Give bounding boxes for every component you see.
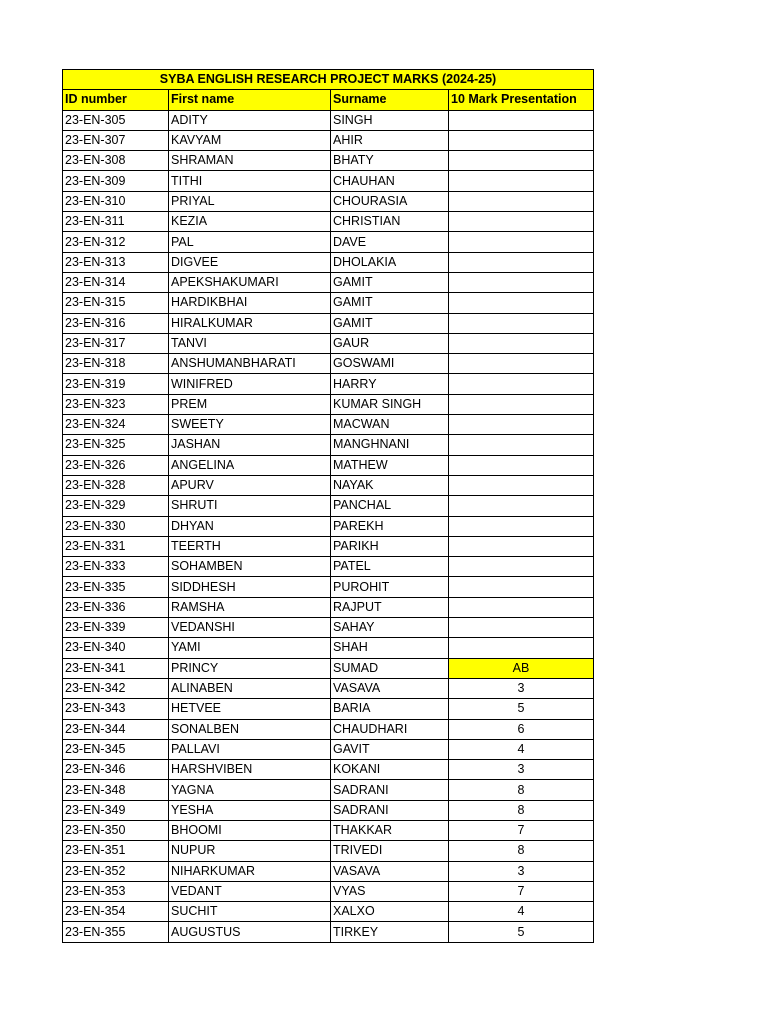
mark-cell — [449, 597, 594, 617]
first-name-cell: SUCHIT — [169, 902, 331, 922]
table-row — [63, 719, 594, 739]
surname-cell: PUROHIT — [331, 577, 449, 597]
mark-cell — [449, 110, 594, 130]
id-cell: 23-EN-312 — [63, 232, 169, 252]
mark-cell — [449, 415, 594, 435]
mark-cell: 7 — [449, 881, 594, 901]
id-cell: 23-EN-351 — [63, 841, 169, 861]
mark-cell — [449, 171, 594, 191]
mark-cell: 7 — [449, 820, 594, 840]
first-name-cell: SOHAMBEN — [169, 557, 331, 577]
id-cell: 23-EN-308 — [63, 151, 169, 171]
mark-cell — [449, 638, 594, 658]
header-surname: Surname — [331, 90, 449, 110]
surname-cell: MATHEW — [331, 455, 449, 475]
table-row — [63, 333, 594, 353]
mark-cell — [449, 130, 594, 150]
id-cell: 23-EN-344 — [63, 719, 169, 739]
surname-cell: DAVE — [331, 232, 449, 252]
id-cell: 23-EN-336 — [63, 597, 169, 617]
mark-cell — [449, 272, 594, 292]
table-row — [63, 272, 594, 292]
table-row — [63, 171, 594, 191]
first-name-cell: PAL — [169, 232, 331, 252]
id-cell: 23-EN-317 — [63, 333, 169, 353]
mark-cell — [449, 232, 594, 252]
surname-cell: SADRANI — [331, 780, 449, 800]
table-row — [63, 597, 594, 617]
mark-cell — [449, 354, 594, 374]
id-cell: 23-EN-342 — [63, 678, 169, 698]
first-name-cell: VEDANT — [169, 881, 331, 901]
first-name-cell: DIGVEE — [169, 252, 331, 272]
id-cell: 23-EN-305 — [63, 110, 169, 130]
id-cell: 23-EN-314 — [63, 272, 169, 292]
first-name-cell: APEKSHAKUMARI — [169, 272, 331, 292]
marks-table — [62, 69, 594, 943]
table-row — [63, 760, 594, 780]
mark-cell — [449, 435, 594, 455]
first-name-cell: RAMSHA — [169, 597, 331, 617]
id-cell: 23-EN-331 — [63, 536, 169, 556]
table-row — [63, 536, 594, 556]
id-cell: 23-EN-355 — [63, 922, 169, 942]
table-row — [63, 658, 594, 678]
first-name-cell: PREM — [169, 394, 331, 414]
surname-cell: RAJPUT — [331, 597, 449, 617]
table-row — [63, 212, 594, 232]
table-row — [63, 374, 594, 394]
id-cell: 23-EN-335 — [63, 577, 169, 597]
id-cell: 23-EN-345 — [63, 739, 169, 759]
table-row — [63, 739, 594, 759]
table-row — [63, 354, 594, 374]
first-name-cell: ANGELINA — [169, 455, 331, 475]
mark-cell — [449, 212, 594, 232]
surname-cell: VYAS — [331, 881, 449, 901]
surname-cell: THAKKAR — [331, 820, 449, 840]
first-name-cell: ANSHUMANBHARATI — [169, 354, 331, 374]
mark-cell: 6 — [449, 719, 594, 739]
first-name-cell: NUPUR — [169, 841, 331, 861]
id-cell: 23-EN-349 — [63, 800, 169, 820]
id-cell: 23-EN-316 — [63, 313, 169, 333]
surname-cell: TIRKEY — [331, 922, 449, 942]
table-row — [63, 455, 594, 475]
id-cell: 23-EN-313 — [63, 252, 169, 272]
surname-cell: GOSWAMI — [331, 354, 449, 374]
surname-cell: SUMAD — [331, 658, 449, 678]
surname-cell: AHIR — [331, 130, 449, 150]
mark-cell — [449, 293, 594, 313]
table-row — [63, 800, 594, 820]
header-row — [63, 90, 594, 110]
mark-cell — [449, 618, 594, 638]
surname-cell: BHATY — [331, 151, 449, 171]
table-row — [63, 130, 594, 150]
surname-cell: SAHAY — [331, 618, 449, 638]
id-cell: 23-EN-328 — [63, 475, 169, 495]
id-cell: 23-EN-309 — [63, 171, 169, 191]
header-presentation-mark: 10 Mark Presentation — [449, 90, 594, 110]
surname-cell: VASAVA — [331, 861, 449, 881]
surname-cell: SADRANI — [331, 800, 449, 820]
surname-cell: MANGHNANI — [331, 435, 449, 455]
mark-cell: 8 — [449, 780, 594, 800]
surname-cell: SINGH — [331, 110, 449, 130]
first-name-cell: VEDANSHI — [169, 618, 331, 638]
sheet-title: SYBA ENGLISH RESEARCH PROJECT MARKS (2024-25) — [63, 70, 594, 90]
mark-cell: 4 — [449, 902, 594, 922]
first-name-cell: YAGNA — [169, 780, 331, 800]
first-name-cell: AUGUSTUS — [169, 922, 331, 942]
table-row — [63, 516, 594, 536]
id-cell: 23-EN-323 — [63, 394, 169, 414]
table-row — [63, 820, 594, 840]
surname-cell: SHAH — [331, 638, 449, 658]
mark-cell — [449, 536, 594, 556]
id-cell: 23-EN-350 — [63, 820, 169, 840]
id-cell: 23-EN-343 — [63, 699, 169, 719]
surname-cell: GAMIT — [331, 272, 449, 292]
first-name-cell: HIRALKUMAR — [169, 313, 331, 333]
header-first-name: First name — [169, 90, 331, 110]
id-cell: 23-EN-318 — [63, 354, 169, 374]
first-name-cell: SHRUTI — [169, 496, 331, 516]
mark-cell — [449, 516, 594, 536]
table-row — [63, 435, 594, 455]
id-cell: 23-EN-315 — [63, 293, 169, 313]
surname-cell: TRIVEDI — [331, 841, 449, 861]
first-name-cell: KEZIA — [169, 212, 331, 232]
id-cell: 23-EN-330 — [63, 516, 169, 536]
surname-cell: KUMAR SINGH — [331, 394, 449, 414]
mark-cell: AB — [449, 658, 594, 678]
first-name-cell: ADITY — [169, 110, 331, 130]
first-name-cell: KAVYAM — [169, 130, 331, 150]
mark-cell — [449, 252, 594, 272]
id-cell: 23-EN-341 — [63, 658, 169, 678]
first-name-cell: NIHARKUMAR — [169, 861, 331, 881]
surname-cell: PATEL — [331, 557, 449, 577]
surname-cell: DHOLAKIA — [331, 252, 449, 272]
first-name-cell: PRINCY — [169, 658, 331, 678]
surname-cell: CHAUHAN — [331, 171, 449, 191]
first-name-cell: PALLAVI — [169, 739, 331, 759]
first-name-cell: ALINABEN — [169, 678, 331, 698]
surname-cell: CHAUDHARI — [331, 719, 449, 739]
table-row — [63, 902, 594, 922]
id-cell: 23-EN-352 — [63, 861, 169, 881]
mark-cell: 3 — [449, 678, 594, 698]
surname-cell: GAMIT — [331, 293, 449, 313]
surname-cell: HARRY — [331, 374, 449, 394]
id-cell: 23-EN-329 — [63, 496, 169, 516]
first-name-cell: BHOOMI — [169, 820, 331, 840]
surname-cell: KOKANI — [331, 760, 449, 780]
mark-cell — [449, 394, 594, 414]
first-name-cell: DHYAN — [169, 516, 331, 536]
first-name-cell: PRIYAL — [169, 191, 331, 211]
table-row — [63, 557, 594, 577]
surname-cell: CHOURASIA — [331, 191, 449, 211]
id-cell: 23-EN-348 — [63, 780, 169, 800]
id-cell: 23-EN-310 — [63, 191, 169, 211]
table-row — [63, 232, 594, 252]
table-row — [63, 922, 594, 942]
surname-cell: XALXO — [331, 902, 449, 922]
id-cell: 23-EN-339 — [63, 618, 169, 638]
first-name-cell: SONALBEN — [169, 719, 331, 739]
first-name-cell: HARDIKBHAI — [169, 293, 331, 313]
first-name-cell: TITHI — [169, 171, 331, 191]
table-row — [63, 618, 594, 638]
first-name-cell: TANVI — [169, 333, 331, 353]
id-cell: 23-EN-326 — [63, 455, 169, 475]
mark-cell: 4 — [449, 739, 594, 759]
id-cell: 23-EN-354 — [63, 902, 169, 922]
surname-cell: PARIKH — [331, 536, 449, 556]
first-name-cell: HARSHVIBEN — [169, 760, 331, 780]
first-name-cell: SWEETY — [169, 415, 331, 435]
mark-cell — [449, 151, 594, 171]
mark-cell — [449, 496, 594, 516]
mark-cell: 3 — [449, 760, 594, 780]
mark-cell: 5 — [449, 922, 594, 942]
table-row — [63, 577, 594, 597]
first-name-cell: HETVEE — [169, 699, 331, 719]
id-cell: 23-EN-325 — [63, 435, 169, 455]
first-name-cell: WINIFRED — [169, 374, 331, 394]
first-name-cell: SHRAMAN — [169, 151, 331, 171]
mark-cell — [449, 577, 594, 597]
mark-cell — [449, 475, 594, 495]
table-row — [63, 394, 594, 414]
id-cell: 23-EN-311 — [63, 212, 169, 232]
surname-cell: GAVIT — [331, 739, 449, 759]
table-row — [63, 293, 594, 313]
table-row — [63, 638, 594, 658]
first-name-cell: APURV — [169, 475, 331, 495]
mark-cell — [449, 374, 594, 394]
id-cell: 23-EN-319 — [63, 374, 169, 394]
surname-cell: NAYAK — [331, 475, 449, 495]
mark-cell — [449, 557, 594, 577]
table-row — [63, 151, 594, 171]
first-name-cell: YAMI — [169, 638, 331, 658]
surname-cell: BARIA — [331, 699, 449, 719]
mark-cell — [449, 455, 594, 475]
id-cell: 23-EN-353 — [63, 881, 169, 901]
table-row — [63, 841, 594, 861]
id-cell: 23-EN-307 — [63, 130, 169, 150]
id-cell: 23-EN-324 — [63, 415, 169, 435]
mark-cell — [449, 333, 594, 353]
table-row — [63, 415, 594, 435]
mark-cell — [449, 191, 594, 211]
mark-cell: 3 — [449, 861, 594, 881]
id-cell: 23-EN-333 — [63, 557, 169, 577]
table-row — [63, 475, 594, 495]
surname-cell: GAMIT — [331, 313, 449, 333]
header-id-number: ID number — [63, 90, 169, 110]
table-row — [63, 252, 594, 272]
table-row — [63, 313, 594, 333]
mark-cell — [449, 313, 594, 333]
first-name-cell: TEERTH — [169, 536, 331, 556]
mark-cell: 8 — [449, 800, 594, 820]
first-name-cell: YESHA — [169, 800, 331, 820]
first-name-cell: JASHAN — [169, 435, 331, 455]
mark-cell: 5 — [449, 699, 594, 719]
first-name-cell: SIDDHESH — [169, 577, 331, 597]
table-row — [63, 110, 594, 130]
table-row — [63, 496, 594, 516]
mark-cell: 8 — [449, 841, 594, 861]
surname-cell: CHRISTIAN — [331, 212, 449, 232]
table-row — [63, 881, 594, 901]
table-row — [63, 861, 594, 881]
surname-cell: PAREKH — [331, 516, 449, 536]
table-row — [63, 699, 594, 719]
surname-cell: GAUR — [331, 333, 449, 353]
id-cell: 23-EN-346 — [63, 760, 169, 780]
title-row — [63, 70, 594, 90]
surname-cell: PANCHAL — [331, 496, 449, 516]
surname-cell: VASAVA — [331, 678, 449, 698]
marks-table-body — [63, 70, 594, 943]
table-row — [63, 780, 594, 800]
table-row — [63, 678, 594, 698]
table-row — [63, 191, 594, 211]
id-cell: 23-EN-340 — [63, 638, 169, 658]
surname-cell: MACWAN — [331, 415, 449, 435]
